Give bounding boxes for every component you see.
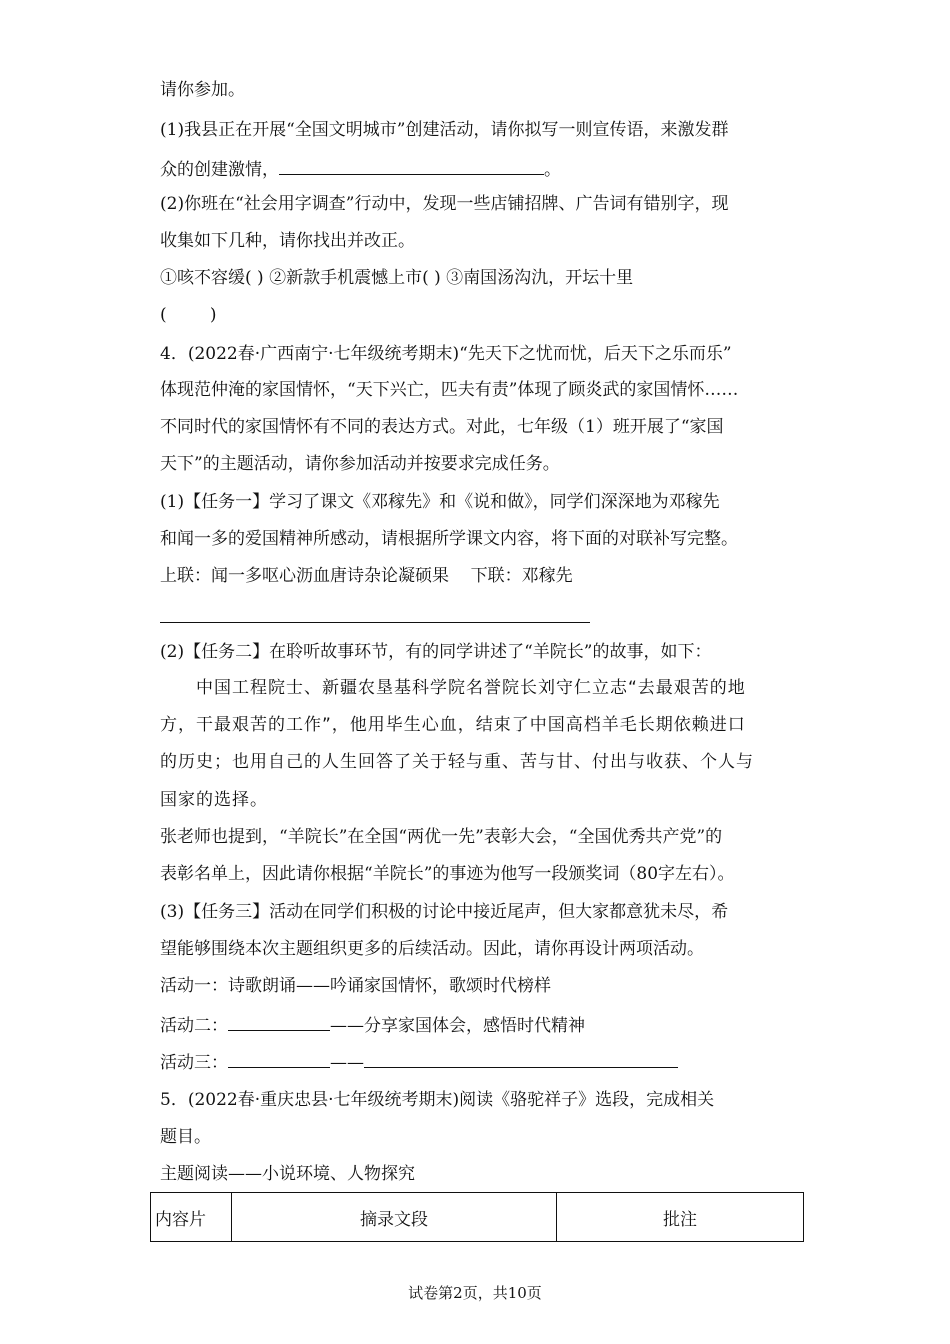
text-line: 收集如下几种，请你找出并改正。 xyxy=(160,231,415,251)
text-line: (1)我县正在开展“全国文明城市”创建活动，请你拟写一则宣传语，来激发群 xyxy=(160,120,729,140)
story-line: 国家的选择。 xyxy=(160,790,268,810)
page-footer: 试卷第2页，共10页 xyxy=(408,1284,542,1302)
reading-table xyxy=(150,1192,804,1242)
activity-3 xyxy=(160,1049,678,1075)
question-5-line: 主题阅读——小说环境、人物探究 xyxy=(160,1164,415,1184)
question-4-line: 体现范仲淹的家国情怀，“天下兴亡，匹夫有责”体现了顾炎武的家国情怀…… xyxy=(160,380,739,400)
activity-label: 活动二： xyxy=(160,1016,228,1036)
activity-2 xyxy=(160,1012,585,1038)
task-3-line: 望能够围绕本次主题组织更多的后续活动。因此，请你再设计两项活动。 xyxy=(160,939,704,959)
activity-dash: —— xyxy=(330,1053,364,1073)
task-1-line: 和闻一多的爱国精神所感动，请根据所学课文内容，将下面的对联补写完整。 xyxy=(160,529,738,549)
story-line: 的历史；也用自己的人生回答了关于轻与重、苦与甘、付出与收获、个人与 xyxy=(160,752,754,772)
activity-text: ——分享家国体会，感悟时代精神 xyxy=(330,1016,585,1036)
task-2-line: 张老师也提到，“羊院长”在全国“两优一先”表彰大会，“全国优秀共产党”的 xyxy=(160,827,723,847)
table-header-cell: 摘录文段 xyxy=(232,1193,557,1242)
task-2-line: 表彰名单上，因此请你根据“羊院长”的事迹为他写一段颁奖词（80字左右）。 xyxy=(160,864,735,884)
task-1-line: (1)【任务一】学习了课文《邓稼先》和《说和做》，同学们深深地为邓稼先 xyxy=(160,492,720,512)
text-fragment: 。 xyxy=(544,160,561,180)
text-line: (2)你班在“社会用字调查”行动中，发现一些店铺招牌、广告词有错别字，现 xyxy=(160,194,729,214)
answer-blank[interactable] xyxy=(279,156,544,175)
task-3-line: (3)【任务三】活动在同学们积极的讨论中接近尾声，但大家都意犹未尽，希 xyxy=(160,902,729,922)
text-line: ( ) xyxy=(160,305,217,325)
story-line: 中国工程院士、新疆农垦基科学院名誉院长刘守仁立志“去最艰苦的地 xyxy=(196,678,746,698)
text-fragment: 众的创建激情， xyxy=(160,160,279,180)
text-line: ①咳不容缓( ) ②新款手机震憾上市( ) ③南国汤沟氿，开坛十里 xyxy=(160,268,634,288)
activity-label: 活动三： xyxy=(160,1053,228,1073)
text-line xyxy=(160,156,561,182)
task-2-line: (2)【任务二】在聆听故事环节，有的同学讲述了“羊院长”的故事，如下： xyxy=(160,642,712,662)
text-line: 请你参加。 xyxy=(160,80,245,100)
couplet-line: 上联：闻一多呕心沥血唐诗杂论凝硕果 下联：邓稼先 xyxy=(160,566,573,586)
answer-blank[interactable] xyxy=(364,1049,678,1068)
story-line: 方，干最艰苦的工作”，他用毕生心血，结束了中国高档羊毛长期依赖进口 xyxy=(160,715,746,735)
question-4-line: 不同时代的家国情怀有不同的表达方式。对此，七年级（1）班开展了“家国 xyxy=(160,417,724,437)
answer-line[interactable] xyxy=(160,622,590,623)
question-4-line: 天下”的主题活动，请你参加活动并按要求完成任务。 xyxy=(160,454,560,474)
answer-blank[interactable] xyxy=(228,1012,330,1031)
question-4-line: 4．(2022春·广西南宁·七年级统考期末)“先天下之忧而忧，后天下之乐而乐” xyxy=(160,344,732,364)
question-5-line: 题目。 xyxy=(160,1127,211,1147)
table-header-cell: 内容片 xyxy=(151,1193,232,1242)
question-5-line: 5．(2022春·重庆忠县·七年级统考期末)阅读《骆驼祥子》选段，完成相关 xyxy=(160,1090,715,1110)
answer-blank[interactable] xyxy=(228,1049,330,1068)
table-row xyxy=(151,1193,804,1242)
table-header-cell: 批注 xyxy=(557,1193,804,1242)
activity-1: 活动一：诗歌朗诵——吟诵家国情怀，歌颂时代榜样 xyxy=(160,976,551,996)
